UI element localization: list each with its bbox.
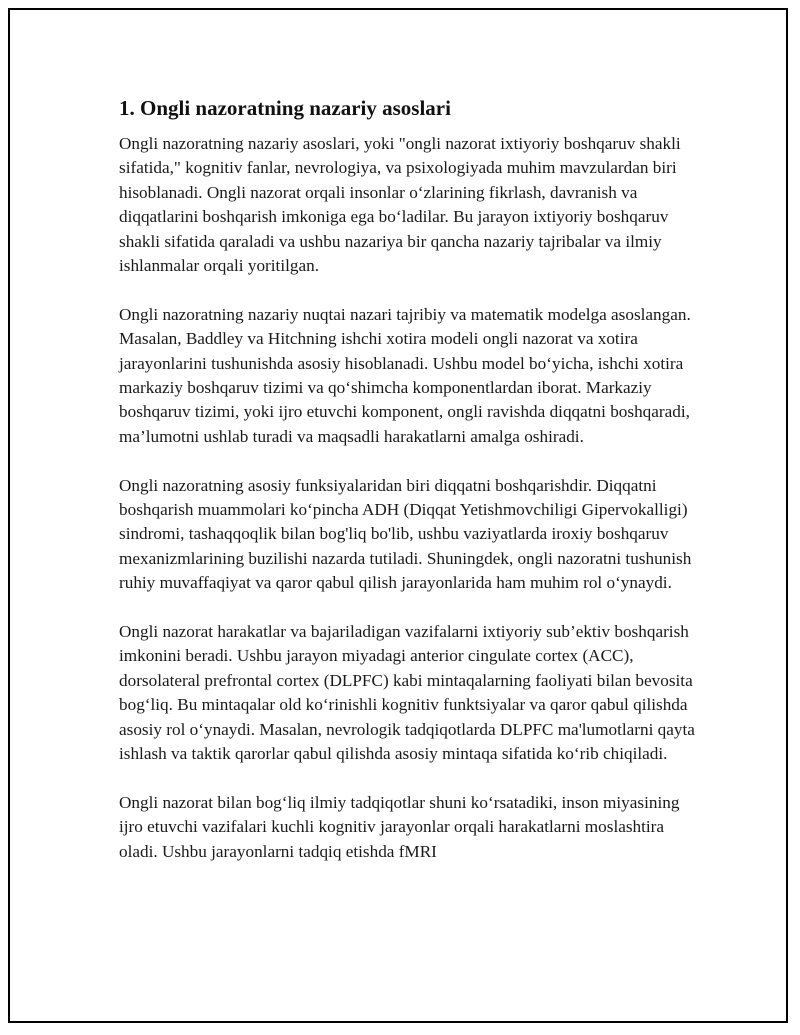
- section-heading: 1. Ongli nazoratning nazariy asoslari: [119, 96, 451, 120]
- document-body: [119, 94, 699, 889]
- document-page: [8, 8, 788, 1023]
- paragraph-5: Ongli nazorat bilan bog‘liq ilmiy tadqiqotlar shuni ko‘rsatadiki, inson miyasining ijro etuvchi vazifalari kuchli kognitiv jarayonlar orqali harakatlarni moslashtira oladi. Ushbu jarayonlarni tadqiq etishda fMRI: [119, 792, 680, 861]
- paragraph-2: Ongli nazoratning nazariy nuqtai nazari tajribiy va matematik modelga asoslangan. Masalan, Baddley va Hitchning ishchi xotira modeli ongli nazorat va xotira jarayonlarini tushunishda asosiy hisoblanadi. Ushbu model bo‘yicha, ishchi xotira markaziy boshqaruv tizimi va qo‘shimcha komponentlardan iborat. Markaziy boshqaruv tizimi, yoki ijro etuvchi komponent, ongli ravishda diqqatni boshqaradi, ma’lumotni ushlab turadi va maqsadli harakatlarni amalga oshiradi.: [119, 304, 691, 446]
- paragraph-3: Ongli nazoratning asosiy funksiyalaridan biri diqqatni boshqarishdir. Diqqatni boshqarish muammolari ko‘pincha ADH (Diqqat Yetishmovchiligi Gipervokalligi) sindromi, tashaqqoqlik bilan bog'liq bo'lib, ushbu vaziyatlarda iroxiy boshqaruv mexanizmlarining buzilishi nazarda tutiladi. Shuningdek, ongli nazoratni tushunish ruhiy muvaffaqiyat va qaror qabul qilish jarayonlarida ham muhim rol o‘ynaydi.: [119, 475, 692, 593]
- paragraph-1: Ongli nazoratning nazariy asoslari, yoki "ongli nazorat ixtiyoriy boshqaruv shakli sifatida," kognitiv fanlar, nevrologiya, va psixologiyada muhim mavzulardan biri hisoblanadi. Ongli nazorat orqali insonlar o‘zlarining fikrlash, davranish va diqqatlarini boshqarish imkoniga ega bo‘ladilar. Bu jarayon ixtiyoriy boshqaruv shakli sifatida qaraladi va ushbu nazariya bir qancha nazariy tajribalar va ilmiy ishlanmalar orqali yoritilgan.: [119, 134, 681, 276]
- paragraph-4: Ongli nazorat harakatlar va bajariladigan vazifalarni ixtiyoriy sub’ektiv boshqarish imkonini beradi. Ushbu jarayon miyadagi anterior cingulate cortex (ACC), dorsolateral prefrontal cortex (DLPFC) kabi mintaqalarning faoliyati bilan bevosita bog‘liq. Bu mintaqalar old ko‘rinishli kognitiv funktsiyalar va qaror qabul qilishda asosiy rol o‘ynaydi. Masalan, nevrologik tadqiqotlarda DLPFC ma'lumotlarni qayta ishlash va taktik qarorlar qabul qilishda asosiy mintaqa sifatida ko‘rib chiqiladi.: [119, 622, 695, 764]
